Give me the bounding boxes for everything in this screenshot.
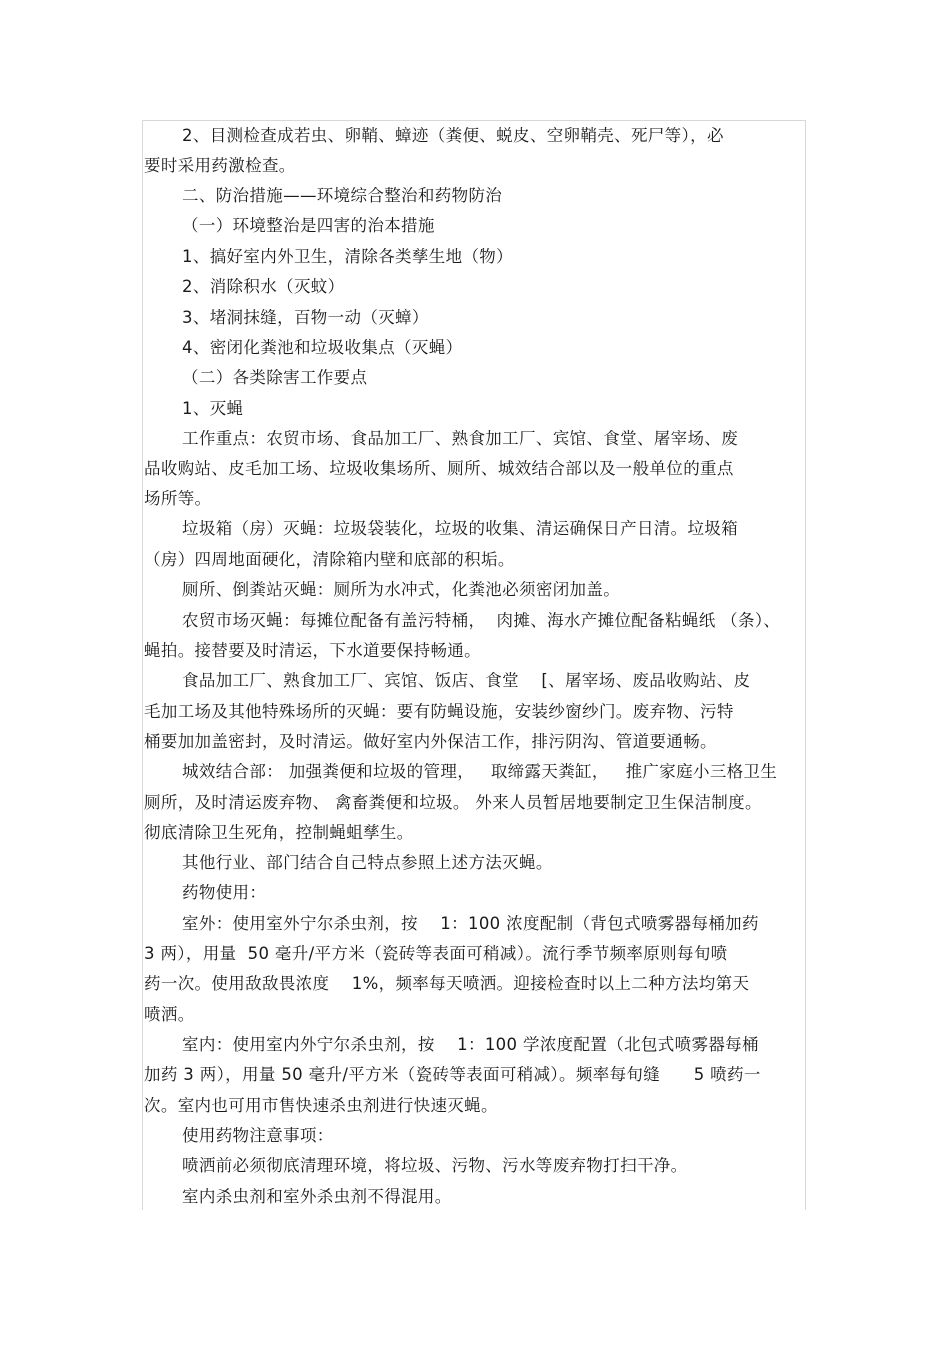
paragraph-line: 次。室内也可用市售快速杀虫剂进行快速灭蝇。	[144, 1096, 498, 1115]
paragraph-line: 毛加工场及其他特殊场所的灭蝇：要有防蝇设施，安装纱窗纱门。废弃物、污特	[144, 702, 734, 721]
paragraph-line: 垃圾箱（房）灭蝇：垃圾袋装化，垃圾的收集、清运确保日产日清。垃圾箱	[182, 519, 739, 538]
paragraph-line: 加药 3 两），用量 50 毫升/平方米（瓷砖等表面可稍减）。频率每旬缝 5 喷药一	[144, 1065, 761, 1084]
paragraph-line: 室内杀虫剂和室外杀虫剂不得混用。	[182, 1187, 452, 1206]
list-item: 4、密闭化粪池和垃圾收集点（灭蝇）	[182, 338, 463, 357]
paragraph-line: 药物使用：	[182, 883, 267, 902]
paragraph-line: 其他行业、部门结合自己特点参照上述方法灭蝇。	[182, 853, 553, 872]
paragraph-line: 3 两），用量 50 毫升/平方米（瓷砖等表面可稍减）。流行季节频率原则每旬喷	[144, 944, 728, 963]
paragraph-line: 室外：使用室外宁尔杀虫剂，按 1：100 浓度配制（背包式喷雾器每桶加药	[182, 914, 759, 933]
paragraph-line: 要时采用药激检查。	[144, 156, 296, 175]
paragraph-line: 喷洒前必须彻底清理环境，将垃圾、污物、污水等废弃物打扫干净。	[182, 1156, 688, 1175]
paragraph-line: 药一次。使用敌敌畏浓度 1%，频率每天喷洒。迎接检查时以上二种方法均第天	[144, 974, 750, 993]
subsection-heading: （一）环境整治是四害的治本措施	[182, 216, 435, 235]
list-item: 3、堵洞抹缝，百物一动（灭蟑）	[182, 308, 429, 327]
paragraph-line: 使用药物注意事项：	[182, 1126, 334, 1145]
paragraph-line: 蝇拍。接替要及时清运，下水道要保持畅通。	[144, 641, 481, 660]
paragraph-line: 室内：使用室内外宁尔杀虫剂，按 1：100 学浓度配置（北包式喷雾器每桶	[182, 1035, 759, 1054]
paragraph-line: 品收购站、皮毛加工场、垃圾收集场所、厕所、城效结合部以及一般单位的重点	[144, 459, 734, 478]
section-heading: 二、防治措施——环境综合整治和药物防治	[182, 186, 503, 205]
list-item: 1、搞好室内外卫生，清除各类孳生地（物）	[182, 247, 513, 266]
paragraph-line: 农贸市场灭蝇：每摊位配备有盖污特桶， 肉摊、海水产摊位配备粘蝇纸 （条）、	[182, 611, 781, 630]
paragraph-line: 工作重点：农贸市场、食品加工厂、熟食加工厂、宾馆、食堂、屠宰场、废	[182, 429, 739, 448]
paragraph-line: 厕所，及时清运废弃物、 禽畜粪便和垃圾。 外来人员暂居地要制定卫生保洁制度。	[144, 793, 762, 812]
paragraph-line: 彻底清除卫生死角，控制蝇蛆孳生。	[144, 823, 414, 842]
paragraph-line: 食品加工厂、熟食加工厂、宾馆、饭店、食堂 [、屠宰场、废品收购站、皮	[182, 671, 751, 690]
paragraph-line: 场所等。	[144, 489, 212, 508]
paragraph-line: 喷洒。	[144, 1005, 195, 1024]
subsection-heading: （二）各类除害工作要点	[182, 368, 368, 387]
paragraph-line: 2、目测检查成若虫、卵鞘、蟑迹（粪便、蜕皮、空卵鞘壳、死尸等），必	[182, 126, 724, 145]
paragraph-line: 桶要加加盖密封，及时清运。做好室内外保洁工作，排污阴沟、管道要通畅。	[144, 732, 717, 751]
list-item: 2、消除积水（灭蚊）	[182, 277, 345, 296]
paragraph-line: 城效结合部： 加强粪便和垃圾的管理， 取缔露天粪缸， 推广家庭小三格卫生	[182, 762, 778, 781]
paragraph-line: 厕所、倒粪站灭蝇：厕所为水冲式，化粪池必须密闭加盖。	[182, 580, 621, 599]
subsection-heading: 1、灭蝇	[182, 399, 244, 418]
paragraph-line: （房）四周地面硬化，清除箱内壁和底部的积垢。	[144, 550, 515, 569]
